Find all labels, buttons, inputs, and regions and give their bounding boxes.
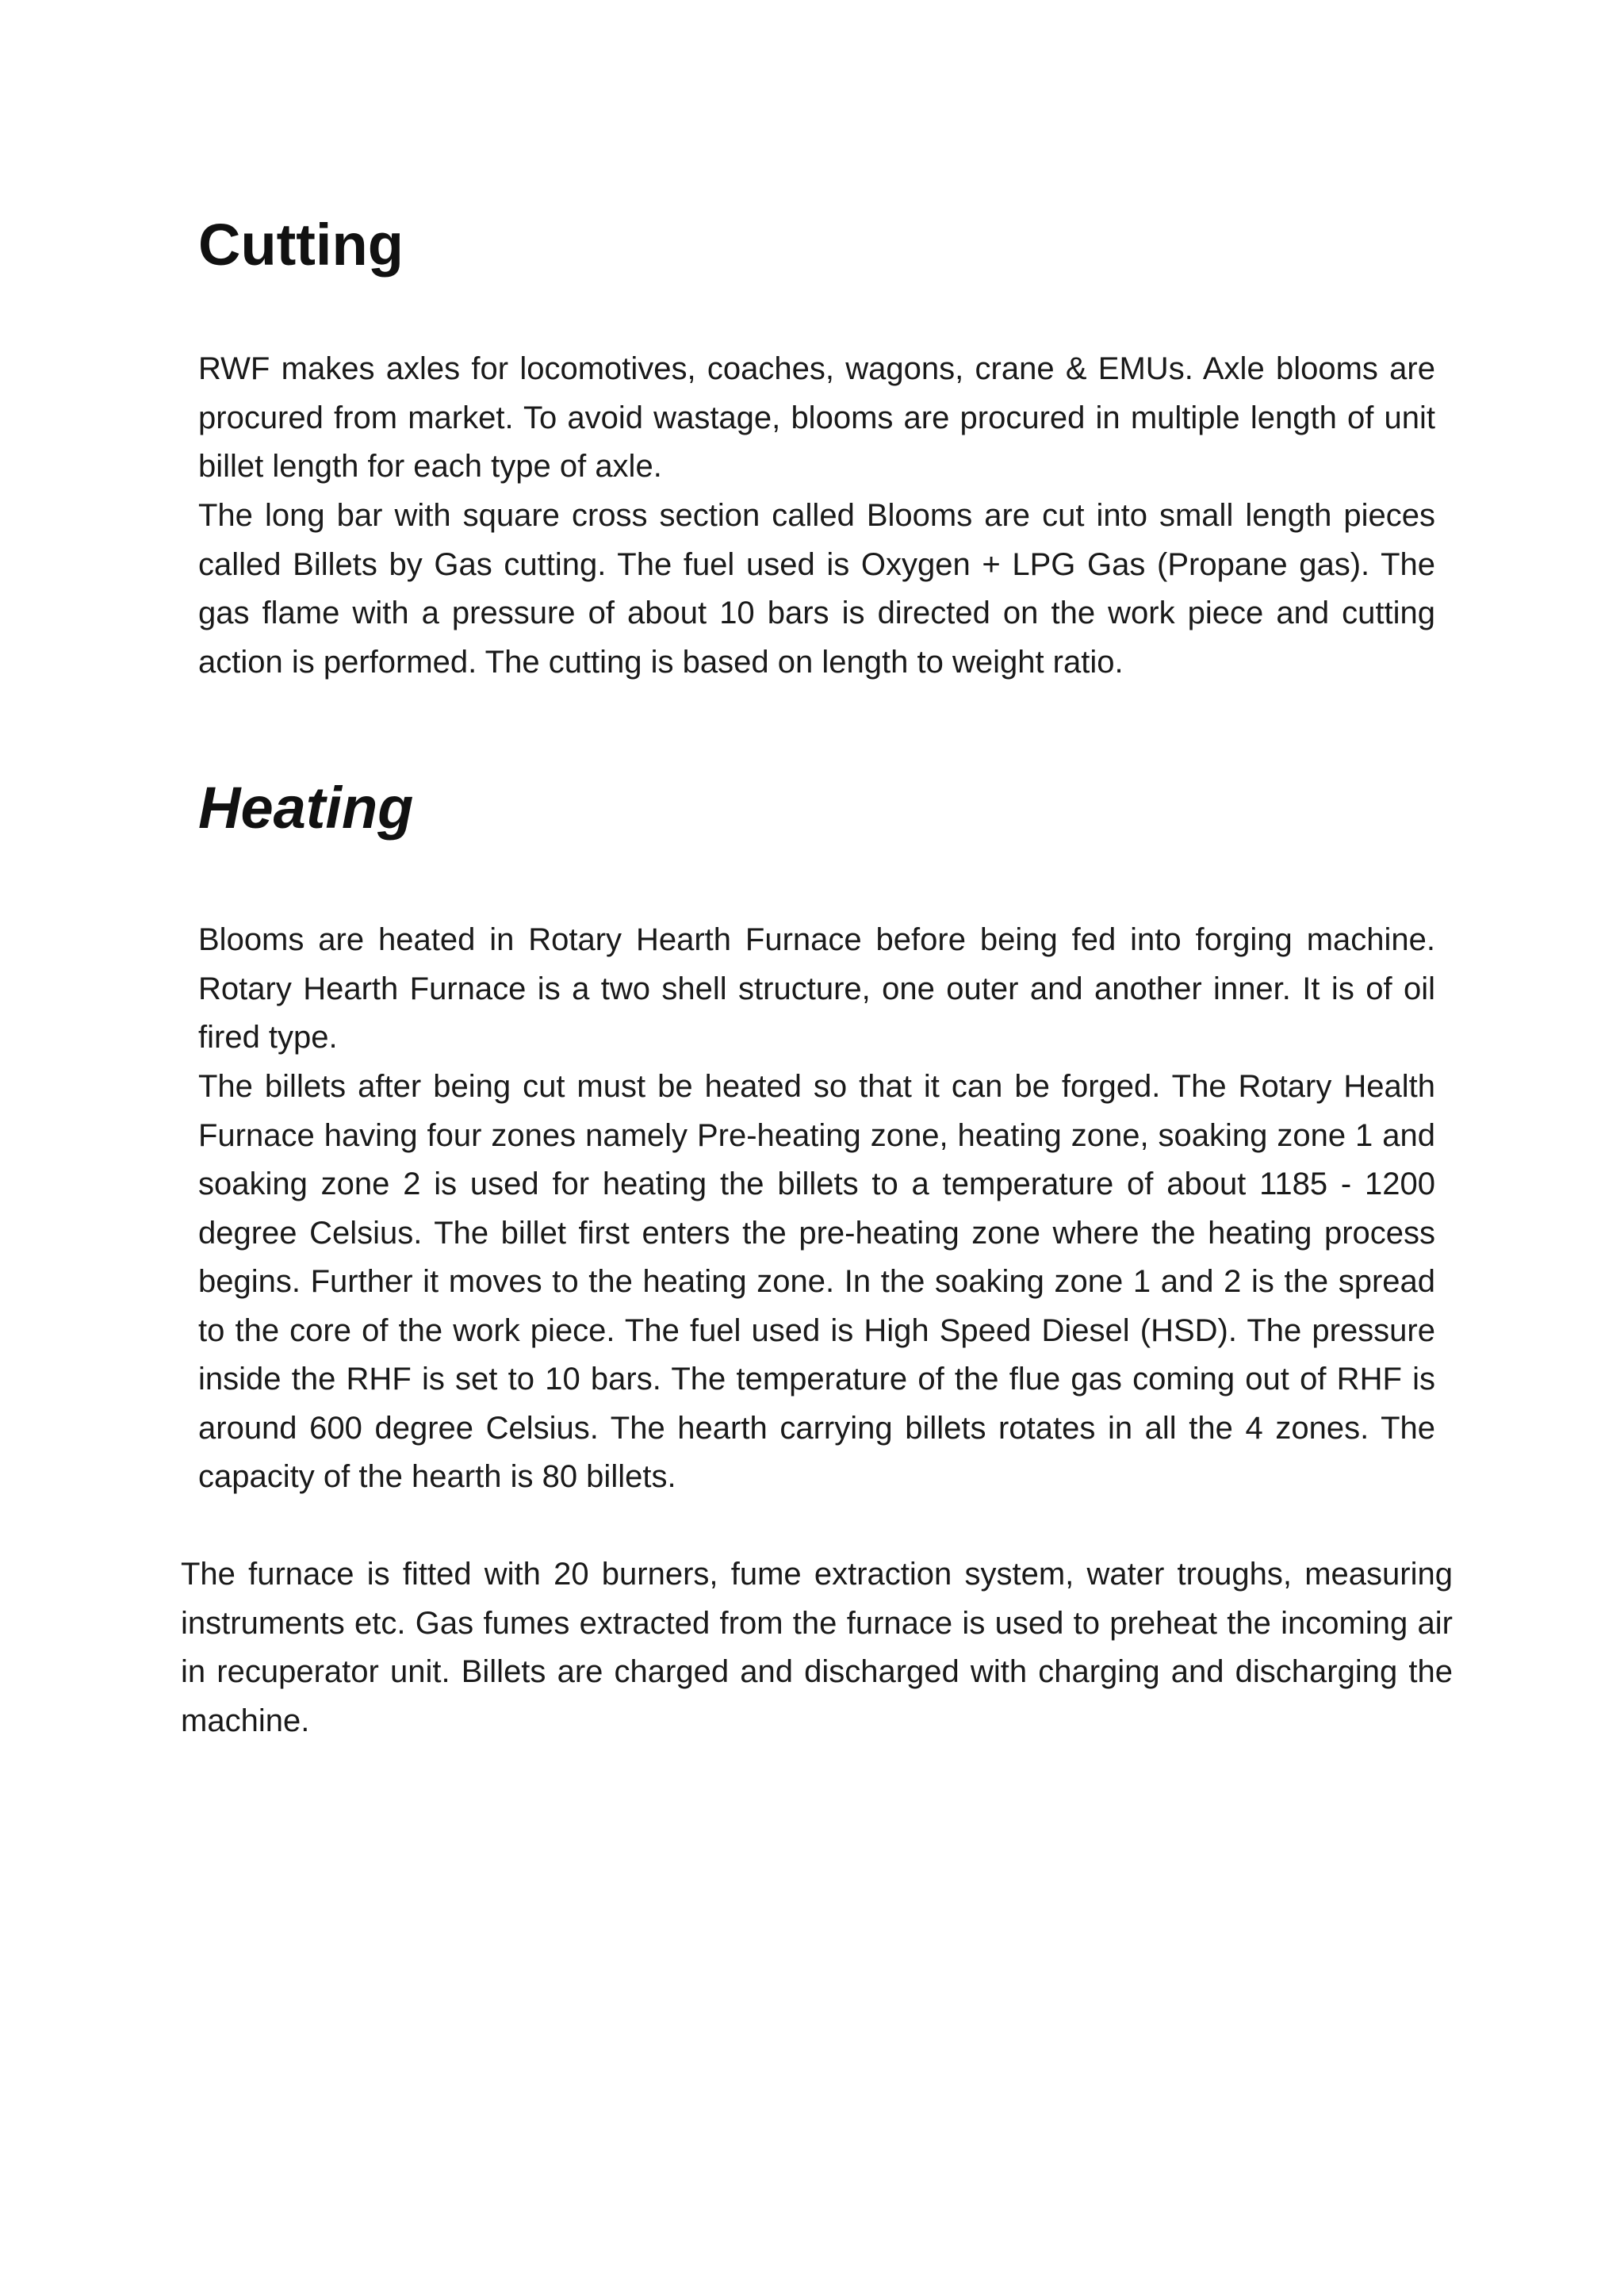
heading-cutting: Cutting [198, 212, 404, 278]
cutting-paragraph-1: RWF makes axles for locomotives, coaches, wagons, crane & EMUs. Axle blooms are procured from market. To avoid wastage, blooms are procured in multiple length of unit billet length for each type of axle. [198, 351, 1435, 484]
heading-heating: Heating [198, 775, 414, 841]
heating-paragraph-2: The billets after being cut must be heated so that it can be forged. The Rotary Health Furnace having four zones namely Pre-heating zone, heating zone, soaking zone 1 and soaking zone 2 is used for heating the billets to a temperature of about 1185 - 1200 degree Celsius. The billet first enters the pre-heating zone where the heating process begins. Further it moves to the heating zone. In the soaking zone 1 and 2 is the spread to the core of the work piece. The fuel used is High Speed Diesel (HSD). The pressure inside the RHF is set to 10 bars. The temperature of the flue gas coming out of RHF is around 600 degree Celsius. The hearth carrying billets rotates in all the 4 zones. The capacity of the hearth is 80 billets. [198, 1069, 1435, 1494]
heating-paragraph-3: The furnace is fitted with 20 burners, fume extraction system, water troughs, measuring instruments etc. Gas fumes extracted from the furnace is used to preheat the incoming air in recuperator unit. Billets are charged and discharged with charging and discharging the machine. [181, 1557, 1453, 1738]
heating-paragraph-1: Blooms are heated in Rotary Hearth Furnace before being fed into forging machine. Rotary Hearth Furnace is a two shell structure, one outer and another inner. It is of oil fired type. [198, 922, 1435, 1055]
cutting-paragraph-2: The long bar with square cross section called Blooms are cut into small length pieces called Billets by Gas cutting. The fuel used is Oxygen + LPG Gas (Propane gas). The gas flame with a pressure of about 10 bars is directed on the work piece and cutting action is performed. The cutting is based on length to weight ratio. [198, 498, 1435, 680]
